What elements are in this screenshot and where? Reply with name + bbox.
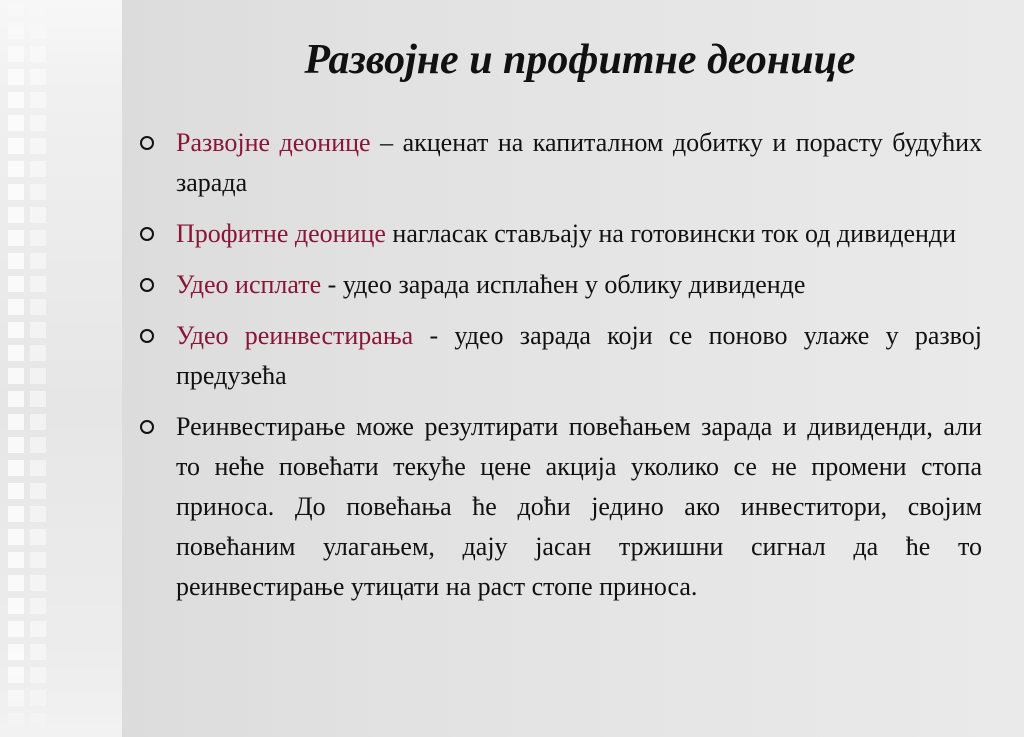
film-strip-fade-top bbox=[0, 0, 122, 90]
bullet-text: - удео зарада исплаћен у облику дивиденде bbox=[321, 270, 806, 299]
bullet-item bbox=[140, 214, 982, 254]
bullet-circle-icon bbox=[140, 227, 154, 241]
bullet-circle-icon bbox=[140, 136, 154, 150]
bullet-term: Удео реинвестирања bbox=[176, 321, 414, 350]
film-strip-column bbox=[30, 0, 46, 737]
bullet-item bbox=[140, 265, 982, 305]
bullet-circle-icon bbox=[140, 329, 154, 343]
bullet-item bbox=[140, 123, 982, 203]
bullet-item bbox=[140, 316, 982, 396]
bullet-term: Удео исплате bbox=[176, 270, 322, 299]
bullet-text: Реинвестирање може резултирати повећањем зарада и дивиденди, али то неће повећати текуће цене акција уколико се не промени стопа приноса. До повећања ће доћи једино ако инвеститори, својим повећаним улагањем, дају јасан тржишни сигнал да ће то реинвестирање утицати на раст стопе приноса. bbox=[176, 412, 982, 601]
bullet-text: – акценат на капиталном добитку и порасту будућих зарада bbox=[176, 128, 982, 197]
bullet-circle-icon bbox=[140, 420, 154, 434]
bullet-text: - удео зарада који се поново улаже у развој предузећа bbox=[176, 321, 982, 390]
film-strip-fade-bottom bbox=[0, 667, 122, 737]
bullet-term: Профитне деонице bbox=[176, 219, 386, 248]
bullet-item bbox=[140, 407, 982, 607]
slide-title: Развојне и профитне деонице bbox=[304, 37, 856, 83]
film-strip-column bbox=[8, 0, 24, 737]
bullet-list bbox=[140, 123, 982, 618]
bullet-text: нагласак стављају на готовински ток од дивиденди bbox=[385, 219, 957, 248]
decorative-film-strip bbox=[0, 0, 122, 737]
bullet-circle-icon bbox=[140, 278, 154, 292]
bullet-term: Развојне деонице bbox=[176, 128, 371, 157]
